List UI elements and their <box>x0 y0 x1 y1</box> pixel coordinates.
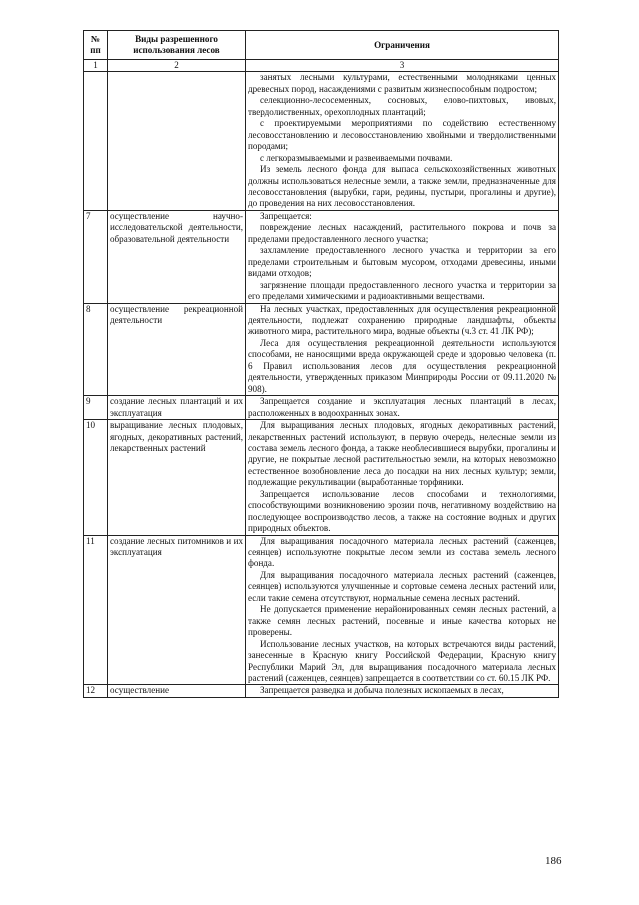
restriction-paragraph: Для выращивания лесных плодовых, ягодных декоративных растений, лекарственных растений используют, в первую очередь, нелесные земли из состава земель лесного фонда, а также необлесившиеся вырубки, прогалины и другие, не покрытые лесной растительностью земли, на которых невозможно естественное возобновление леса до посадки на них лесных культур; земли, подлежащие рекультивации (выработанные торфяники. <box>248 420 556 488</box>
use-type: осуществление <box>108 685 246 697</box>
use-type: создание лесных питомников и их эксплуатация <box>108 535 246 685</box>
column-number: 1 <box>84 60 108 72</box>
table-row <box>84 420 559 536</box>
header-number: № пп <box>84 31 108 60</box>
restrictions-table <box>83 30 559 698</box>
table-row <box>84 685 559 697</box>
row-number: 10 <box>84 420 108 536</box>
use-type <box>108 72 246 210</box>
restriction-paragraph: Для выращивания посадочного материала лесных растений (саженцев, сеянцев) используются улучшенные и сортовые семена лесных растений или, если такие семена отсутствуют, нормальные семена лесных растений. <box>248 569 556 603</box>
row-number <box>84 72 108 210</box>
table-row <box>84 303 559 396</box>
restriction-paragraph: На лесных участках, предоставленных для осуществления рекреационной деятельности, подлежат сохранению природные ландшафты, объекты животного мира, растительного мира, водные объекты (ч.3 ст. 41 ЛК РФ); <box>248 303 556 337</box>
restriction-paragraph: Запрещается разведка и добыча полезных ископаемых в лесах, <box>260 685 504 696</box>
restriction-paragraph: Леса для осуществления рекреационной деятельности используются способами, не наносящими вреда окружающей среде и здоровью человека (п. 6 Правил использования лесов для осуществления рекреационной деятельности, утвержденных приказом Минприроды России от 09.11.2020 № 908). <box>248 337 556 394</box>
restriction-paragraph: Запрещается создание и эксплуатация лесных плантаций в лесах, расположенных в водоохранных зонах. <box>248 396 556 418</box>
header-restrictions: Ограничения <box>246 31 559 60</box>
restrictions-cell <box>246 210 559 303</box>
restriction-paragraph: с легкоразмываемыми и развеиваемыми почвами. <box>260 152 453 163</box>
restrictions-cell <box>246 396 559 420</box>
restriction-paragraph: Не допускается применение нерайонированных семян лесных растений, а также семян лесных растений, посевные и иные качества которых не проверены. <box>248 604 556 638</box>
restriction-paragraph: Использование лесных участков, на которых встречаются виды растений, занесенные в Красную книгу Российской Федерации, Красную книгу Республики Марий Эл, для выращивания посадочного материала лесных растений (саженцев, сеянцев) запрещается в соответствии со ст. 60.15 ЛК РФ. <box>248 638 556 684</box>
table-row <box>84 535 559 685</box>
table-row <box>84 396 559 420</box>
restriction-paragraph: загрязнение площади предоставленного лесного участка и территории за его пределами химическими и радиоактивными веществами. <box>248 279 556 302</box>
restriction-paragraph: Из земель лесного фонда для выпаса сельскохозяйственных животных должны использоваться нелесные земли, а также земли, предназначенные для лесовосстановления (вырубки, гари, редины, пустыри, прогалины и другие), до проведения на них лесовосстановления. <box>248 164 556 209</box>
column-number: 3 <box>246 60 559 72</box>
column-number: 2 <box>108 60 246 72</box>
header-use-type: Виды разрешенного использования лесов <box>108 31 246 60</box>
row-number: 9 <box>84 396 108 420</box>
restriction-paragraph: селекционно-лесосеменных, сосновых, елово-пихтовых, ивовых, твердолиственных, орехоплодных плантаций; <box>248 95 556 117</box>
row-number: 8 <box>84 303 108 396</box>
restriction-paragraph: Запрещается использование лесов способами и технологиями, способствующими возникновению эрозии почв, негативному воздействию на последующее воспроизводство лесов, а также на состояние водных и других природных объектов. <box>248 488 556 534</box>
restriction-paragraph: занятых лесными культурами, естественными молодняками ценных древесных пород, насаждениями с развитым жизнеспособным подростом; <box>248 72 556 94</box>
restrictions-cell <box>246 685 559 697</box>
restriction-paragraph: Запрещается: <box>260 210 312 221</box>
use-type: осуществление рекреационной деятельности <box>108 303 246 396</box>
use-type: выращивание лесных плодовых, ягодных, декоративных растений, лекарственных растений <box>108 420 246 536</box>
restriction-paragraph: повреждение лесных насаждений, растительного покрова и почв за пределами предоставленного лесного участка; <box>248 222 556 244</box>
column-number-row <box>84 60 559 72</box>
restrictions-cell <box>246 420 559 536</box>
restriction-paragraph: захламление предоставленного лесного участка и территории за его пределами строительным и бытовым мусором, отходами древесины, иными видами отходов; <box>248 245 556 279</box>
restriction-paragraph: Для выращивания посадочного материала лесных растений (саженцев, сеянцев) используютне покрытые лесом земли из состава земель лесного фонда. <box>248 535 556 569</box>
use-type: создание лесных плантаций и их эксплуатация <box>108 396 246 420</box>
restrictions-cell <box>246 535 559 685</box>
use-type: осуществление научно-исследовательской деятельности, образовательной деятельности <box>108 210 246 303</box>
restriction-paragraph: с проектируемыми мероприятиями по содействию естественному лесовосстановлению и лесовосстановлению хвойными и твердолиственными породами; <box>248 118 556 152</box>
table-row <box>84 72 559 210</box>
restrictions-cell <box>246 72 559 210</box>
row-number: 11 <box>84 535 108 685</box>
table-header-row <box>84 31 559 60</box>
row-number: 12 <box>84 685 108 697</box>
restrictions-cell <box>246 303 559 396</box>
row-number: 7 <box>84 210 108 303</box>
table-row <box>84 210 559 303</box>
page-number: 186 <box>545 855 562 867</box>
